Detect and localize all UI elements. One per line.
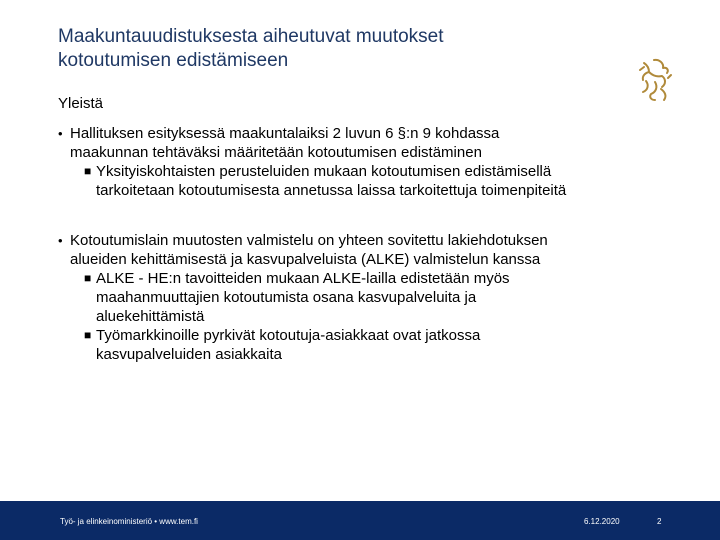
bullet-text-line: Hallituksen esityksessä maakuntalaiksi 2 luvun 6 §:n 9 kohdassa (70, 125, 500, 142)
bullet-text-line: alueiden kehittämisestä ja kasvupalveluista (ALKE) valmistelun kanssa (70, 251, 541, 268)
sub-bullet-text-line: ALKE - HE:n tavoitteiden mukaan ALKE-lailla edistetään myös (96, 270, 510, 287)
sub-bullet-text-line: aluekehittämistä (96, 308, 205, 325)
bullet-dot-icon: • (58, 233, 63, 248)
bullet-text-line: Kotoutumislain muutosten valmistelu on yhteen sovitettu lakiehdotuksen (70, 232, 548, 249)
square-bullet-icon: ■ (84, 271, 92, 285)
square-bullet-icon: ■ (84, 328, 92, 342)
finnish-lion-crest-icon (634, 56, 674, 106)
sub-bullet-text-line: tarkoitetaan kotoutumisesta annetussa laissa tarkoitettuja toimenpiteitä (96, 182, 567, 199)
footer-date: 6.12.2020 (584, 517, 620, 526)
list-item (58, 231, 678, 269)
square-bullet-icon: ■ (84, 164, 92, 178)
list-item (58, 124, 678, 162)
list-item (58, 326, 678, 364)
sub-bullet-text-line: Yksityiskohtaisten perusteluiden mukaan kotoutumisen edistämisellä (96, 163, 552, 180)
bullet-text-line: maakunnan tehtäväksi määritetään kotoutumisen edistäminen (70, 144, 482, 161)
list-item (58, 269, 678, 326)
slide-title-line: Maakuntauudistuksesta aiheutuvat muutokset (58, 26, 444, 47)
footer-bar (0, 501, 720, 540)
slide-title (58, 25, 618, 73)
sub-bullet-text-line: kasvupalveluiden asiakkaita (96, 346, 282, 363)
list-item (58, 162, 678, 200)
sub-bullet-text-line: maahanmuuttajien kotoutumista osana kasvupalveluita ja (96, 289, 477, 306)
footer-organization: Työ- ja elinkeinoministeriö • www.tem.fi (60, 517, 198, 526)
bullet-list (58, 124, 678, 364)
bullet-dot-icon: • (58, 126, 63, 141)
section-heading: Yleistä (58, 95, 104, 112)
page-number: 2 (657, 517, 662, 526)
slide-title-line: kotoutumisen edistämiseen (58, 50, 289, 71)
sub-bullet-text-line: Työmarkkinoille pyrkivät kotoutuja-asiakkaat ovat jatkossa (96, 327, 481, 344)
